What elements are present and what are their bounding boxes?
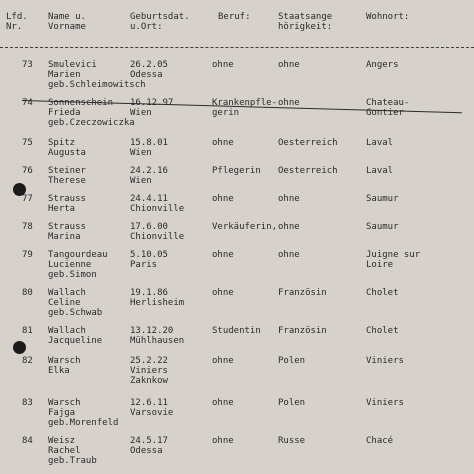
row-name: Steiner Therese [48, 166, 86, 186]
row-wohn: Chateau- Gontier [366, 98, 410, 118]
row-wohn: Saumur [366, 222, 399, 232]
header-name: Name u. Vorname [48, 12, 86, 32]
row-beruf: ohne [212, 356, 234, 366]
row-wohn: Saumur [366, 194, 399, 204]
row-name: Wallach Jacqueline [48, 326, 103, 346]
row-name: Warsch Elka [48, 356, 81, 376]
row-birth: 26.2.05 Odessa [130, 60, 168, 80]
row-birth: 13.12.20 Mühlhausen [130, 326, 185, 346]
row-num: 83 [22, 398, 33, 408]
row-num: 81 [22, 326, 33, 336]
row-birth: 5.10.05 Paris [130, 250, 168, 270]
row-num: 74 [22, 98, 33, 108]
row-staat: Polen [278, 356, 306, 366]
row-num: 73 [22, 60, 33, 70]
row-staat: Französin [278, 288, 327, 298]
header-rule [0, 47, 474, 48]
row-beruf: ohne [212, 436, 234, 446]
row-wohn: Laval [366, 166, 394, 176]
row-name: Wallach Celine geb.Schwab [48, 288, 103, 318]
row-name: Weisz Rachel geb.Traub [48, 436, 97, 466]
row-staat: Oesterreich [278, 166, 338, 176]
row-birth: 16.12.97 Wien [130, 98, 174, 118]
row-beruf: Verkäuferin, [212, 222, 278, 232]
row-staat: ohne [278, 60, 300, 70]
row-beruf: ohne [212, 250, 234, 260]
row-staat: ohne [278, 194, 300, 204]
row-beruf: ohne [212, 138, 234, 148]
header-birth: Geburtsdat. u.Ort: [130, 12, 190, 32]
row-num: 75 [22, 138, 33, 148]
row-staat: Russe [278, 436, 306, 446]
row-beruf: ohne [212, 398, 234, 408]
row-staat: Oesterreich [278, 138, 338, 148]
row-name: Warsch Fajga geb.Morenfeld [48, 398, 119, 428]
row-staat: ohne [278, 98, 300, 108]
punch-hole [13, 183, 26, 196]
row-num: 77 [22, 194, 33, 204]
row-birth: 24.4.11 Chionville [130, 194, 185, 214]
row-wohn: Chacé [366, 436, 394, 446]
table-header [0, 12, 474, 46]
row-birth: 24.2.16 Wien [130, 166, 168, 186]
header-beruf: Beruf: [218, 12, 251, 22]
row-beruf: ohne [212, 60, 234, 70]
header-wohn: Wohnort: [366, 12, 410, 22]
row-num: 76 [22, 166, 33, 176]
row-wohn: Cholet [366, 326, 399, 336]
row-beruf: ohne [212, 194, 234, 204]
row-name: Strauss Herta [48, 194, 86, 214]
row-birth: 19.1.86 Herlisheim [130, 288, 185, 308]
row-name: Tangourdeau Lucienne geb.Simon [48, 250, 108, 280]
row-beruf: Pflegerin [212, 166, 261, 176]
row-num: 82 [22, 356, 33, 366]
row-birth: 25.2.22 Viniers Zaknkow [130, 356, 168, 386]
row-wohn: Viniers [366, 356, 404, 366]
row-birth: 17.6.00 Chionville [130, 222, 185, 242]
row-birth: 24.5.17 Odessa [130, 436, 168, 456]
row-wohn: Viniers [366, 398, 404, 408]
row-staat: ohne [278, 222, 300, 232]
row-wohn: Laval [366, 138, 394, 148]
row-beruf: Krankenpfle- gerin [212, 98, 278, 118]
row-num: 84 [22, 436, 33, 446]
row-beruf: Studentin [212, 326, 261, 336]
punch-hole [13, 341, 26, 354]
row-staat: ohne [278, 250, 300, 260]
row-staat: Polen [278, 398, 306, 408]
row-num: 78 [22, 222, 33, 232]
row-num: 79 [22, 250, 33, 260]
row-name: Sonnenschein Frieda geb.Czeczowiczka [48, 98, 135, 128]
row-birth: 15.8.01 Wien [130, 138, 168, 158]
row-wohn: Angers [366, 60, 399, 70]
row-beruf: ohne [212, 288, 234, 298]
header-staat: Staatsange hörigkeit: [278, 12, 333, 32]
row-birth: 12.6.11 Varsovie [130, 398, 174, 418]
header-num: Lfd. Nr. [6, 12, 28, 32]
row-staat: Französin [278, 326, 327, 336]
row-name: Smulevici Marien geb.Schleimowitsch [48, 60, 146, 90]
row-num: 80 [22, 288, 33, 298]
row-name: Strauss Marina [48, 222, 86, 242]
row-wohn: Cholet [366, 288, 399, 298]
row-name: Spitz Augusta [48, 138, 86, 158]
row-wohn: Juigne sur Loire [366, 250, 421, 270]
